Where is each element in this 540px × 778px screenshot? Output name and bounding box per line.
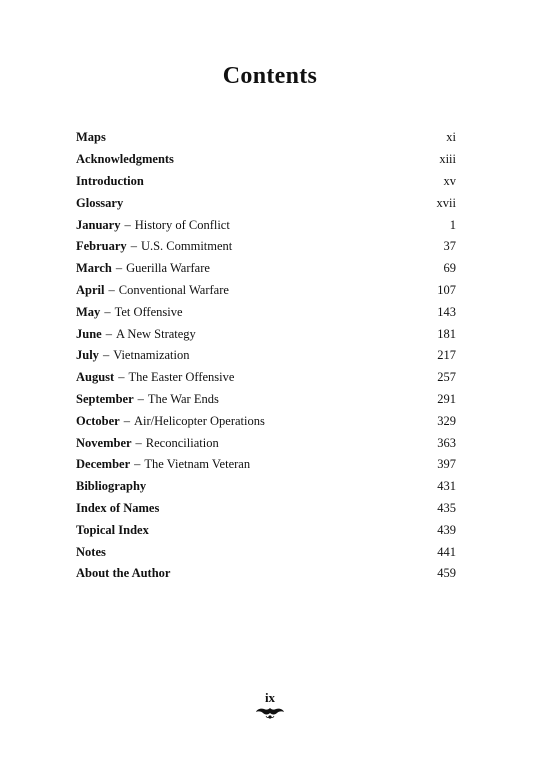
toc-subtitle: The Easter Offensive: [128, 370, 235, 385]
toc-row: [76, 345, 456, 367]
toc-page-number: 397: [437, 457, 456, 472]
toc-subtitle: Vietnamization: [113, 348, 190, 363]
toc-subtitle: A New Strategy: [115, 326, 196, 341]
toc-heading: August: [76, 370, 115, 385]
toc-heading: March: [76, 261, 112, 276]
toc-page-number: 291: [437, 391, 456, 406]
toc-row: [76, 149, 456, 171]
toc-heading: June: [76, 326, 102, 341]
toc-entry: [76, 501, 159, 516]
toc-heading: Glossary: [76, 195, 124, 210]
page-title: Contents: [222, 63, 318, 89]
toc-page-number: 69: [443, 261, 456, 276]
toc-page-number: 37: [443, 239, 456, 254]
toc-page-number: 257: [437, 370, 456, 385]
toc-heading: September: [76, 391, 134, 406]
toc-page-number: 435: [437, 500, 456, 515]
toc-subtitle: Air/Helicopter Operations: [133, 413, 265, 428]
toc-entry: [76, 174, 144, 189]
toc-page-number: 107: [437, 282, 456, 297]
toc-row: [76, 541, 456, 563]
toc-subtitle: Conventional Warfare: [118, 282, 229, 297]
toc-separator: –: [130, 239, 137, 254]
toc-row: [76, 519, 456, 541]
toc-heading: About the Author: [76, 566, 171, 581]
toc-subtitle: U.S. Commitment: [140, 239, 233, 254]
toc-entry: [76, 566, 170, 581]
toc-page-number: 143: [437, 304, 456, 319]
toc-page-number: 217: [437, 348, 456, 363]
toc-page-number: 181: [437, 326, 456, 341]
toc-row: [76, 410, 456, 432]
toc-page-number: 441: [437, 544, 456, 559]
toc-page-number: xvii: [436, 195, 456, 210]
toc-row: [76, 432, 456, 454]
toc-row: [76, 127, 456, 149]
toc-subtitle: The War Ends: [147, 391, 219, 406]
toc-page-number: 431: [437, 479, 456, 494]
toc-heading: Acknowledgments: [76, 152, 174, 167]
toc-separator: –: [134, 457, 141, 472]
toc-separator: –: [104, 304, 111, 319]
toc-page-number: 363: [437, 435, 456, 450]
toc-separator: –: [115, 261, 123, 276]
toc-heading: Maps: [76, 130, 106, 145]
toc-page-number: 459: [437, 566, 456, 581]
toc-heading: April: [76, 282, 105, 297]
toc-heading: Topical Index: [76, 522, 149, 537]
toc-row: [76, 498, 456, 520]
toc-entry: [76, 545, 106, 560]
toc-entry: [76, 239, 232, 254]
toc-row: [76, 236, 456, 258]
toc-row: [76, 367, 456, 389]
toc-entry: [76, 479, 146, 494]
toc-page-number: xiii: [439, 152, 456, 167]
toc-page-number: xi: [446, 130, 456, 145]
toc-separator: –: [102, 348, 110, 363]
toc-entry: [76, 457, 250, 472]
toc-row: [76, 454, 456, 476]
toc-subtitle: Tet Offensive: [114, 304, 183, 319]
toc-row: [76, 171, 456, 193]
toc-subtitle: The Vietnam Veteran: [144, 457, 251, 472]
toc-heading: Notes: [76, 544, 106, 559]
toc-page-number: 439: [437, 522, 456, 537]
toc-heading: Bibliography: [76, 479, 147, 494]
toc-separator: –: [118, 370, 125, 385]
toc-row: [76, 476, 456, 498]
toc-subtitle: Guerilla Warfare: [126, 261, 210, 276]
toc-entry: [76, 348, 190, 363]
toc-subtitle: History of Conflict: [134, 217, 230, 232]
toc-separator: –: [137, 391, 144, 406]
toc-heading: February: [76, 239, 127, 254]
toc-separator: –: [105, 326, 112, 341]
toc-entry: [76, 327, 196, 342]
toc-heading: Index of Names: [76, 500, 160, 515]
toc-row: [76, 192, 456, 214]
toc-entry: [76, 305, 183, 320]
toc-separator: –: [124, 217, 131, 232]
toc-row: [76, 323, 456, 345]
toc-separator: –: [135, 435, 142, 450]
toc-heading: October: [76, 413, 120, 428]
toc-heading: Introduction: [76, 173, 144, 188]
toc-row: [76, 301, 456, 323]
toc-page-number: 1: [449, 217, 456, 232]
toc-row: [76, 563, 456, 585]
toc-subtitle: Reconciliation: [145, 435, 219, 450]
toc-entry: [76, 370, 234, 385]
toc-entry: [76, 283, 229, 298]
toc-row: [76, 258, 456, 280]
toc-heading: November: [76, 435, 132, 450]
toc-row: [76, 389, 456, 411]
toc-entry: [76, 152, 174, 167]
toc-entry: [76, 261, 210, 276]
page-number: ix: [264, 690, 276, 705]
toc-heading: May: [76, 304, 101, 319]
page-footer: [0, 690, 540, 720]
toc-entry: [76, 130, 106, 145]
toc-entry: [76, 196, 123, 211]
toc-entry: [76, 218, 230, 233]
toc-entry: [76, 436, 219, 451]
fleuron-ornament-icon: [253, 706, 287, 720]
toc-page-number: 329: [437, 413, 456, 428]
toc-heading: January: [76, 217, 121, 232]
toc-entry: [76, 392, 219, 407]
toc-separator: –: [123, 413, 130, 428]
toc-entry: [76, 414, 265, 429]
toc-entry: [76, 523, 149, 538]
toc-page-number: xv: [443, 173, 456, 188]
toc-row: [76, 214, 456, 236]
toc-heading: July: [76, 348, 99, 363]
toc-heading: December: [76, 457, 131, 472]
toc-separator: –: [108, 282, 115, 297]
toc-row: [76, 280, 456, 302]
table-of-contents: [76, 127, 456, 585]
